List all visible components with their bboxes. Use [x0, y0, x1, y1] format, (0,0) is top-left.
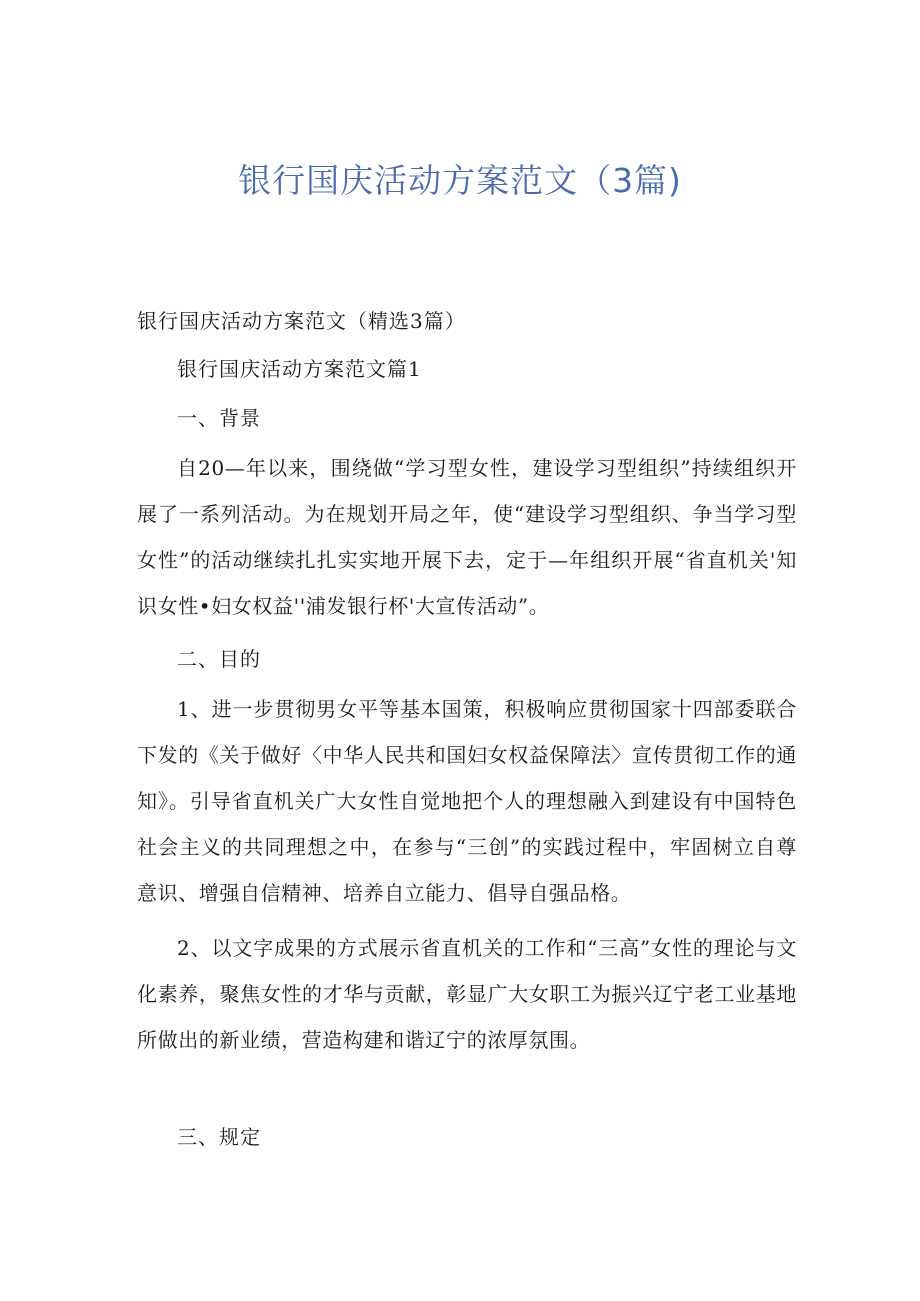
heading-rules: 三、规定 — [177, 1125, 261, 1149]
heading-background: 一、背景 — [177, 406, 261, 430]
paragraph-background: 自20—年以来，围绕做“学习型女性，建设学习型组织”持续组织开展了一系列活动。为在规划开局之年，使“建设学习型组织、争当学习型女性”的活动继续扎扎实实地开展下去，定于—年组织开展“省直机关'知识女性•妇女权益''浦发银行杯'大宣传活动”。 — [137, 456, 797, 618]
paragraph-purpose-2: 2、以文字成果的方式展示省直机关的工作和“三高”女性的理论与文化素养，聚焦女性的才华与贡献，彰显广大女职工为振兴辽宁老工业基地所做出的新业绩，营造构建和谐辽宁的浓厚氛围。 — [137, 936, 797, 1052]
section-heading: 银行国庆活动方案范文篇1 — [177, 357, 422, 381]
document-title: 银行国庆活动方案范文（3篇) — [238, 161, 682, 200]
paragraph-purpose-1: 1、进一步贯彻男女平等基本国策，积极响应贯彻国家十四部委联合下发的《关于做好〈中华人民共和国妇女权益保障法〉宣传贯彻工作的通知》。引导省直机关广大女性自觉地把个人的理想融入到建设有中国特色社会主义的共同理想之中，在参与“三创”的实践过程中，牢固树立自尊意识、增强自信精神、培养自立能力、倡导自强品格。 — [137, 697, 797, 905]
heading-purpose: 二、目的 — [177, 647, 261, 671]
document-subtitle: 银行国庆活动方案范文（精选3篇） — [137, 309, 466, 333]
